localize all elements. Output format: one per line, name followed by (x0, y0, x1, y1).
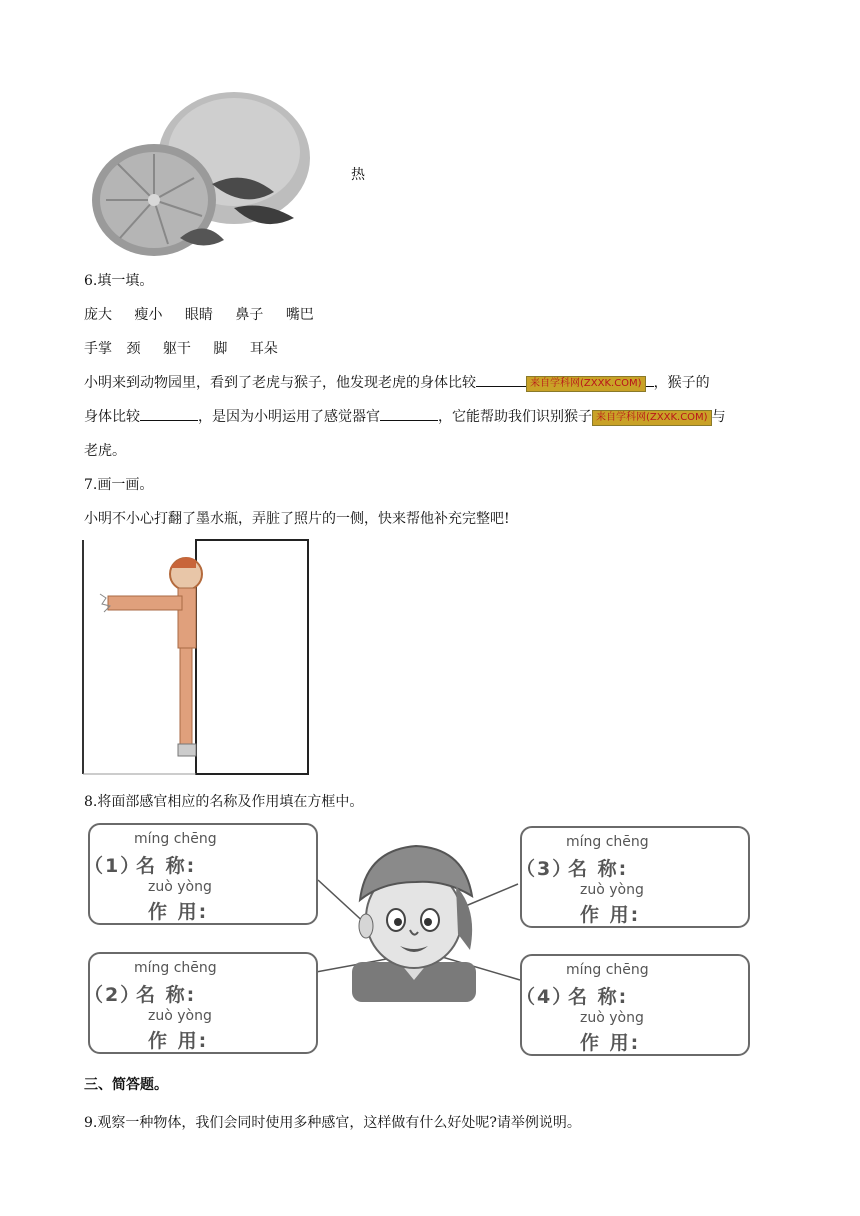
q6-text: 小明来到动物园里，看到了老虎与猴子，他发现老虎的身体比较 (84, 375, 476, 391)
pinyin-name: míng chēng (134, 831, 217, 847)
word: 庞大 (84, 307, 112, 323)
word-row-1 (84, 304, 332, 324)
pinyin-use: zuò yòng (580, 882, 644, 898)
word: 眼睛 (184, 307, 213, 323)
use-label: 作 用: (148, 901, 209, 923)
watermark-badge: 来自学科网(ZXXK.COM) (592, 410, 712, 426)
pinyin-name: míng chēng (566, 962, 649, 978)
q8-title: 8.将面部感官相应的名称及作用填在方框中。 (84, 794, 364, 810)
half-photo-image (82, 538, 310, 776)
sense-box-4[interactable] (516, 954, 750, 1056)
use-label: 作 用: (148, 1030, 209, 1052)
pinyin-name: míng chēng (566, 834, 649, 850)
name-label: 名 称: (568, 986, 629, 1008)
box-number: （1） (84, 855, 142, 877)
q6-text: ，是因为小明运用了感觉器官 (198, 409, 380, 425)
use-label: 作 用: (580, 904, 641, 926)
name-label: 名 称: (136, 984, 197, 1006)
word: 耳朵 (249, 341, 278, 357)
boy-face-image (346, 840, 482, 1006)
word: 嘴巴 (285, 307, 314, 323)
word: 瘦小 (134, 307, 163, 323)
use-label: 作 用: (580, 1032, 641, 1054)
word: 颈 (126, 341, 141, 357)
name-label: 名 称: (136, 855, 197, 877)
q9-text: 9.观察一种物体，我们会同时使用多种感官，这样做有什么好处呢?请举例说明。 (84, 1115, 581, 1131)
box-number: （3） (516, 858, 574, 880)
q7-title: 7.画一画。 (84, 477, 154, 493)
name-label: 名 称: (568, 858, 629, 880)
section-3-title: 三、简答题。 (84, 1077, 168, 1093)
box-number: （4） (516, 986, 574, 1008)
q6-title: 6.填一填。 (84, 273, 154, 289)
box-number: （2） (84, 984, 142, 1006)
pinyin-use: zuò yòng (148, 879, 212, 895)
pinyin-use: zuò yòng (580, 1010, 644, 1026)
q6-line-1 (84, 372, 710, 392)
answer-blank[interactable] (140, 406, 198, 421)
orange-image (84, 88, 314, 260)
hot-label: 热 (351, 167, 365, 183)
watermark-badge: 来自学科网(ZXXK.COM) (526, 376, 646, 392)
word: 手掌 (84, 341, 112, 357)
q6-line-3: 老虎。 (84, 443, 126, 459)
q6-text: ，它能帮助我们识别猴子 (438, 409, 592, 425)
q6-line-2 (84, 406, 726, 426)
answer-blank[interactable] (476, 372, 526, 387)
sense-box-2[interactable] (84, 952, 318, 1054)
q6-text: 与 (711, 409, 726, 425)
q6-text: ，猴子的 (653, 375, 710, 391)
sense-box-1[interactable] (84, 823, 318, 925)
word: 脚 (213, 341, 228, 357)
answer-blank[interactable] (380, 406, 438, 421)
pinyin-name: míng chēng (134, 960, 217, 976)
pinyin-use: zuò yòng (148, 1008, 212, 1024)
word: 躯干 (162, 341, 191, 357)
answer-blank[interactable] (646, 372, 654, 387)
sense-box-3[interactable] (516, 826, 750, 928)
word-row-2 (84, 338, 296, 358)
q6-text: 身体比较 (84, 409, 140, 425)
q7-text: 小明不小心打翻了墨水瓶，弄脏了照片的一侧，快来帮他补充完整吧! (84, 511, 510, 527)
word: 鼻子 (235, 307, 264, 323)
